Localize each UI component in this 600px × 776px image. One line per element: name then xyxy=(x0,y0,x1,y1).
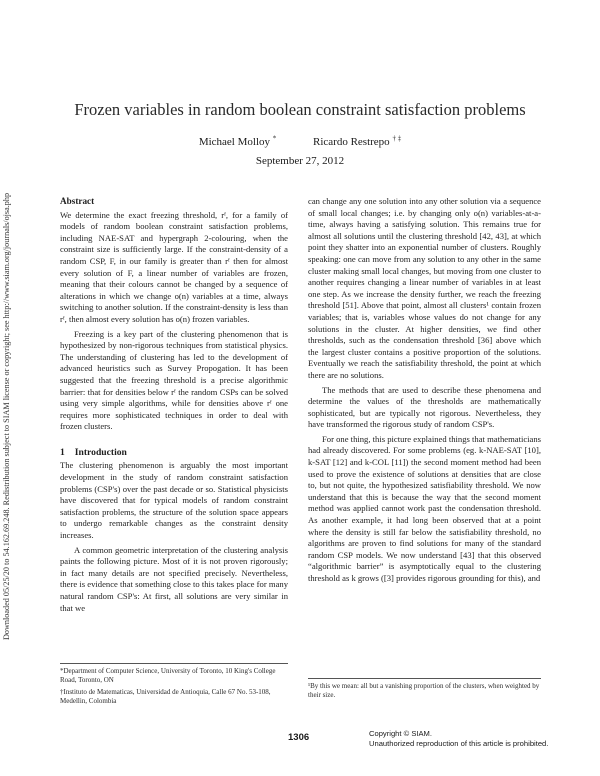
footnote: *Department of Computer Science, University of Toronto, 10 King's College Road, Toronto, ON xyxy=(60,667,276,685)
paper-title: Frozen variables in random boolean constraint satisfaction problems xyxy=(74,100,526,119)
body-paragraph: For one thing, this picture explained things that mathematicians had already discovered. For some problems (eg. k-NAE-SAT [10], k-SAT [12] and k-COL [11]) the second moment method had been used to prove the existence of solutions at densities that are close to, but not quite, the hypothesized satisfiability threshold. We now understand that this is because the way that the second moment method was applied cannot work past the condensation threshold. As another example, it had long been observed that at a point where the density is still far below the satisfiability threshold, no algorithms are proven to find solutions for many of the standard random CSP models. We now understand [43] that this observed “algorithmic barrier” is asymptotically equal to the clustering threshold as k grows ([3] provides rigorous grounding for this), and xyxy=(308,433,541,583)
abstract-paragraph: Freezing is a key part of the clustering phenomenon that is hypothesized by non-rigorous techniques from statistical physics. The understanding of clustering has led to the development of advanced heuristics such as Survey Propogation. It has been suggested that the freezing threshold is a precise algorithmic barrier: that for densities below rᶠ the random CSPs can be solved using very simple algorithms, while for densities above rᶠ one requires more sophisticated techniques in order to deal with frozen clusters. xyxy=(60,328,288,432)
copyright-line: Unauthorized reproduction of this article is prohibited. xyxy=(369,738,549,748)
page-number: 1306 xyxy=(288,732,310,743)
download-notice: Downloaded 05/25/20 to 54.162.69.248. Redistribution subject to SIAM license or copyright; see http://www.siam.org/journals/ojsa.php xyxy=(2,192,11,640)
body-paragraph: The methods that are used to describe these phenomena and determine the values of the thresholds are mathematically sophisticated, but are typically not rigorous. Nevertheless, they have transformed the rigorous study of random CSP's. xyxy=(308,384,541,430)
right-column xyxy=(308,196,541,588)
body-paragraph: A common geometric interpretation of the clustering analysis paints the following picture. Most of it is not proven rigorously; in fact many details are not specified precisely. Nevertheless, there is evidence that something close to this takes place for many natural random CSP's: At first, all solutions are very similar in that we xyxy=(60,544,288,613)
abstract-paragraph: We determine the exact freezing threshold, rᶠ, for a family of models of random boolean constraint satisfaction problems, including NAE-SAT and hypergraph 2-colouring, when the constraint size is sufficiently large. If the constraint-density of a random CSP, F, in our family is greater than rᶠ then for almost every solution of F, a linear number of variables are frozen, meaning that their colours cannot be changed by a sequence of alterations in which we change o(n) variables at a time, always switching to another solution. If the constraint-density is less than rᶠ, then almost every solution has o(n) frozen variables. xyxy=(60,209,288,324)
affiliation-footnotes xyxy=(60,663,288,709)
author-list xyxy=(0,134,600,148)
footnote: †Instituto de Matematicas, Universidad de Antioquia, Calle 67 No. 53-108, Medellin, Colombia xyxy=(60,687,271,706)
author-mark: * xyxy=(272,134,277,142)
author-restrepo: Ricardo Restrepo † ‡ xyxy=(313,134,402,148)
abstract-heading: Abstract xyxy=(60,196,95,206)
cluster-footnote xyxy=(308,678,541,703)
section-number: 1 xyxy=(60,446,65,458)
author-mark: † ‡ xyxy=(392,134,402,142)
body-paragraph: The clustering phenomenon is arguably the most important development in the study of random constraint satisfaction problems (CSP's) over the past decade or so. Statistical physicists have discovered that for typical models of random constraint satisfaction problems, the structure of the solution space appears to undergo remarkable changes as the constraint density increases. xyxy=(60,460,288,541)
section-title: Introduction xyxy=(74,446,127,458)
footnote: ¹By this we mean: all but a vanishing proportion of the clusters, when weighted by their size. xyxy=(308,682,540,700)
copyright-notice xyxy=(369,729,548,748)
author-molloy: Michael Molloy * xyxy=(198,134,277,148)
left-column xyxy=(60,196,288,617)
copyright-line: Copyright © SIAM. xyxy=(369,729,432,738)
section-heading xyxy=(60,447,288,459)
paper-date: September 27, 2012 xyxy=(255,155,345,167)
download-sidebar xyxy=(1,120,13,640)
body-paragraph: can change any one solution into any other solution via a sequence of small local changes; i.e. by changing only o(n) variables-at-a-time, always having a satisfying solution. This remains true for almost all solutions until the clustering threshold [42, 43], at which point they shatter into an exponential number of clusters. Roughly speaking: one can move from any solution to any other in the same cluster making small local changes, but moving from one cluster to another requires changing a linear number of variables in at least one step. As we increase the density further, we reach the freezing threshold [51]. Above that point, almost all clusters¹ contain frozen variables; that is, variables whose values do not change for any solutions in the cluster. At higher densities, we find other thresholds, such as the condensation threshold [36] above which the largest cluster contains a positive proportion of the solutions. Eventually we reach the satisfiability threshold, the point at which there are no solutions. xyxy=(308,196,541,380)
